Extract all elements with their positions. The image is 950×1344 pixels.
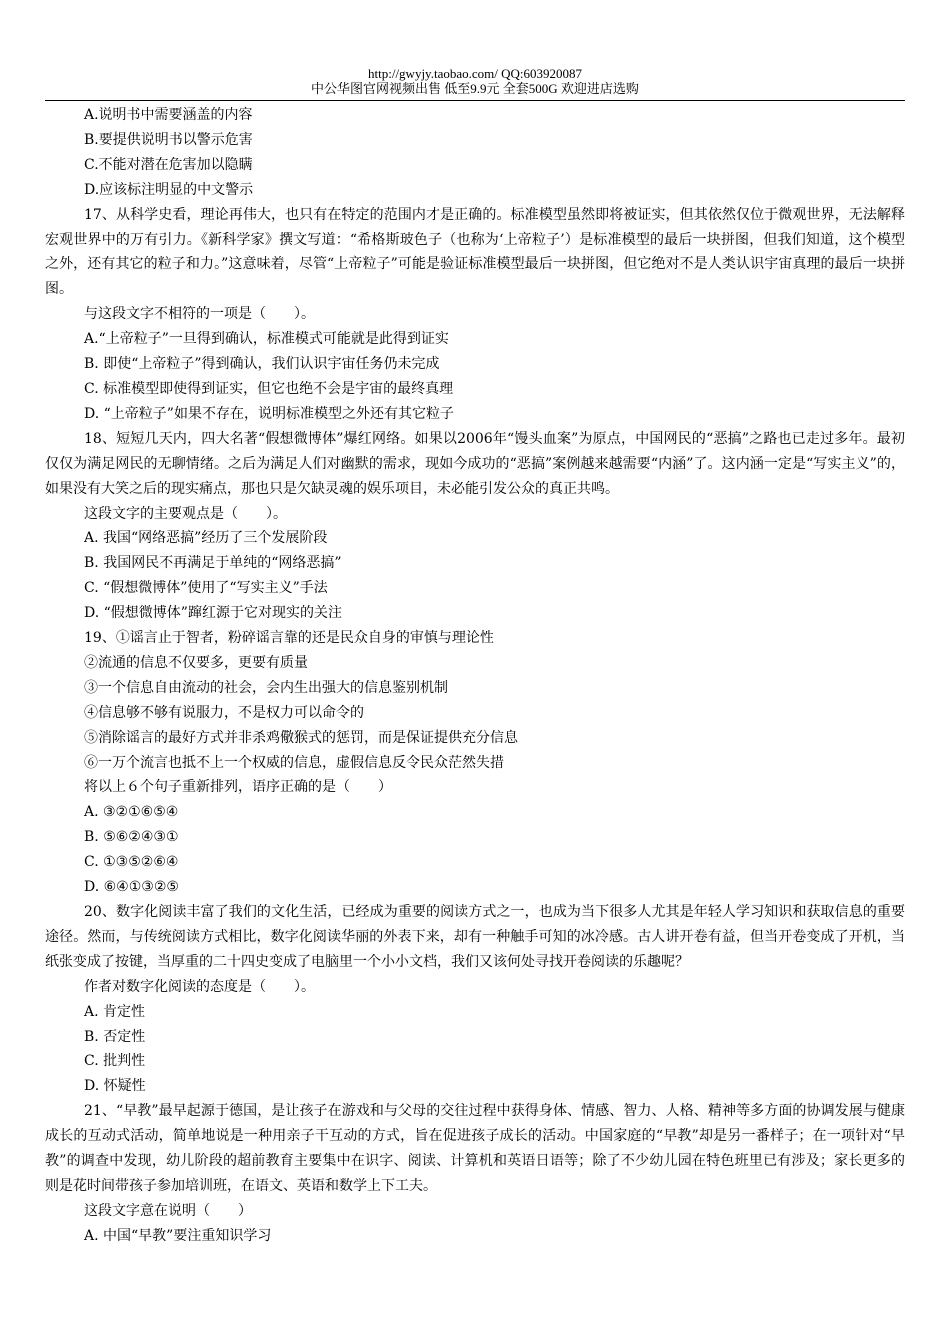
q17-question: 与这段文字不相符的一项是（ ）。 xyxy=(84,306,315,323)
q20-option-a: A. 肯定性 xyxy=(84,1003,146,1020)
q19-option-d: D. ⑥④①③②⑤ xyxy=(84,879,179,896)
q17-option-c: C. 标准模型即使得到证实，但它也绝不会是宇宙的最终真理 xyxy=(84,380,454,397)
q20-passage: 20、数字化阅读丰富了我们的文化生活，已经成为重要的阅读方式之一，也成为当下很多人尤其是年轻人学习知识和获取信息的重要途径。然而，与传统阅读方式相比，数字化阅读华丽的外表下来，却有一种触手可知的冰冷感。古人讲开卷有益，但当开卷变成了开机，当纸张变成了按键，当厚重的二十四史变成了电脑里一个小小文档，我们又该何处寻找开卷阅读的乐趣呢？ xyxy=(45,904,905,970)
q16-option-d: D.应该标注明显的中文警示 xyxy=(84,181,254,198)
q17-passage: 17、从科学史看，理论再伟大，也只有在特定的范围内才是正确的。标准模型虽然即将被证实，但其依然仅位于微观世界，无法解释宏观世界中的万有引力。《新科学家》撰文写道：“希格斯玻色子（也称为‘上帝粒子’）是标准模型的最后一块拼图，但我们知道，这个模型之外，还有其它的粒子和力。”这意味着，尽管“上帝粒子”可能是验证标准模型最后一块拼图，但它绝对不是人类认识宇宙真理的最后一块拼图。 xyxy=(45,206,905,298)
q20-option-b: B. 否定性 xyxy=(84,1028,146,1045)
q18-option-b: B. 我国网民不再满足于单纯的“网络恶搞” xyxy=(84,555,342,572)
q19-sentence-1: 19、①谣言止于智者，粉碎谣言靠的还是民众自身的审慎与理论性 xyxy=(84,630,494,647)
q18-question: 这段文字的主要观点是（ ）。 xyxy=(84,505,287,522)
q17-option-a: A.“上帝粒子”一旦得到确认，标准模式可能就是此得到证实 xyxy=(84,331,449,348)
q20-option-d: D. 怀疑性 xyxy=(84,1078,146,1095)
q17-option-b: B. 即使“上帝粒子”得到确认，我们认识宇宙任务仍未完成 xyxy=(84,356,440,373)
q16-option-b: B.要提供说明书以警示危害 xyxy=(84,131,253,148)
q18-option-d: D. “假想微博体”蹿红源于它对现实的关注 xyxy=(84,605,342,622)
q18-option-c: C. “假想微博体”使用了“写实主义”手法 xyxy=(84,580,328,597)
q18-passage: 18、短短几天内，四大名著“假想微博体”爆红网络。如果以2006年“馒头血案”为原点，中国网民的“恶搞”之路也已走过多年。最初仅仅为满足网民的无聊情绪。之后为满足人们对幽默的需求，现如今成功的“恶搞”案例越来越需要“内涵”了。这内涵一定是“写实主义”的，如果没有大笑之后的现实痛点，那也只是欠缺灵魂的娱乐项目，未必能引发公众的真正共鸣。 xyxy=(45,430,905,497)
q19-option-a: A. ③②①⑥⑤④ xyxy=(84,804,179,821)
q19-sentence-3: ③一个信息自由流动的社会，会内生出强大的信息鉴别机制 xyxy=(84,679,448,696)
q19-sentence-6: ⑥一万个流言也抵不上一个权威的信息，虚假信息反令民众茫然失措 xyxy=(84,754,504,771)
document-body xyxy=(45,103,905,1249)
q17-option-d: D. “上帝粒子”如果不存在，说明标准模型之外还有其它粒子 xyxy=(84,405,454,422)
q16-option-a: A.说明书中需要涵盖的内容 xyxy=(84,107,253,123)
q21-option-a: A. 中国“早教”要注重知识学习 xyxy=(84,1227,272,1244)
q18-option-a: A. 我国“网络恶搞”经历了三个发展阶段 xyxy=(84,530,328,547)
q21-question: 这段文字意在说明（ ） xyxy=(84,1202,252,1219)
header-url-line: http://gwyjy.taobao.com/ QQ:603920087 xyxy=(368,66,582,81)
q19-option-b: B. ⑤⑥②④③① xyxy=(84,829,179,846)
q16-option-c: C.不能对潜在危害加以隐瞒 xyxy=(84,156,253,173)
q20-option-c: C. 批判性 xyxy=(84,1053,146,1070)
q19-sentence-2: ②流通的信息不仅要多，更要有质量 xyxy=(84,654,308,671)
q19-sentence-4: ④信息够不够有说服力，不是权力可以命令的 xyxy=(84,704,364,721)
q19-sentence-5: ⑤消除谣言的最好方式并非杀鸡儆猴式的惩罚，而是保证提供充分信息 xyxy=(84,729,518,746)
header-divider xyxy=(45,100,905,101)
page-header xyxy=(0,66,950,96)
header-ad-line: 中公华图官网视频出售 低至9.9元 全套500G 欢迎进店选购 xyxy=(311,81,639,96)
q19-option-c: C. ①③⑤②⑥④ xyxy=(84,854,179,871)
q19-question: 将以上６个句子重新排列，语序正确的是（ ） xyxy=(84,779,392,796)
q21-passage: 21、“早教”最早起源于德国，是让孩子在游戏和与父母的交往过程中获得身体、情感、智力、人格、精神等多方面的协调发展与健康成长的互动式活动，简单地说是一种用亲子干互动的方式，旨在促进孩子成长的活动。中国家庭的“早教”却是另一番样子；在一项针对“早教”的调查中发现，幼儿阶段的超前教育主要集中在识字、阅读、计算机和英语日语等；除了不少幼儿园在特色班里已有涉及；家长更多的则是花时间带孩子参加培训班，在语文、英语和数学上下工夫。 xyxy=(45,1103,905,1194)
q20-question: 作者对数字化阅读的态度是（ ）。 xyxy=(84,978,315,995)
